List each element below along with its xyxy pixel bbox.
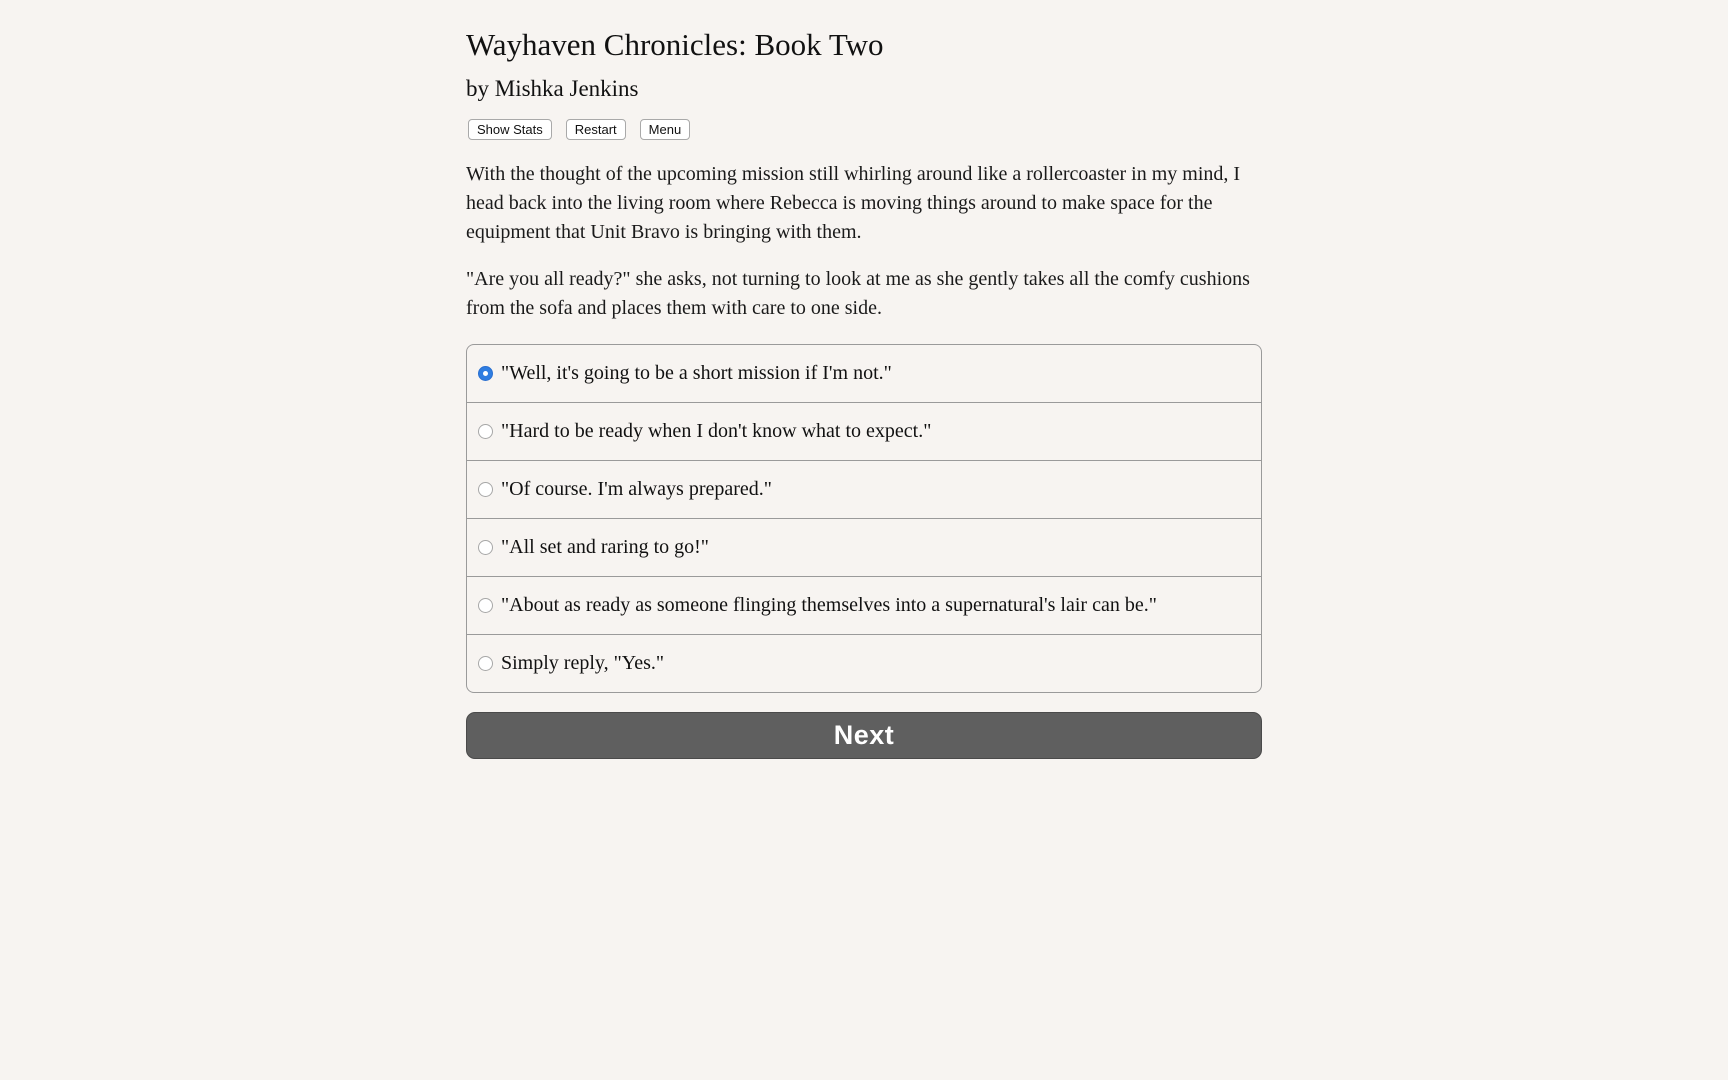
choice-option[interactable] [467, 345, 1261, 402]
story-paragraph: "Are you all ready?" she asks, not turning to look at me as she gently takes all the comfy cushions from the sofa and places them with care to one side. [466, 267, 1250, 319]
choice-option[interactable] [467, 460, 1261, 518]
radio-button[interactable] [478, 540, 493, 555]
game-title: Wayhaven Chronicles: Book Two [466, 27, 884, 62]
choice-option[interactable] [467, 576, 1261, 634]
choice-option[interactable] [467, 634, 1261, 692]
choice-list [466, 344, 1262, 693]
choice-label: Simply reply, "Yes." [501, 651, 665, 674]
show-stats-button[interactable]: Show Stats [468, 119, 552, 140]
choice-label: "About as ready as someone flinging themselves into a supernatural's lair can be." [501, 593, 1157, 616]
choice-label: "Well, it's going to be a short mission if I'm not." [501, 361, 892, 384]
choice-label: "All set and raring to go!" [501, 535, 709, 558]
radio-button[interactable] [478, 656, 493, 671]
radio-button[interactable] [478, 482, 493, 497]
menu-button[interactable]: Menu [640, 119, 691, 140]
restart-button[interactable]: Restart [566, 119, 626, 140]
game-container [466, 20, 1262, 759]
choice-option[interactable] [467, 402, 1261, 460]
radio-button[interactable] [478, 424, 493, 439]
next-button[interactable]: Next [466, 712, 1262, 759]
radio-button-selected[interactable] [478, 366, 493, 381]
choice-option[interactable] [467, 518, 1261, 576]
game-author: by Mishka Jenkins [466, 76, 639, 102]
radio-button[interactable] [478, 598, 493, 613]
toolbar [466, 119, 1262, 140]
choice-label: "Of course. I'm always prepared." [501, 477, 772, 500]
story-paragraph: With the thought of the upcoming mission still whirling around like a rollercoaster in my mind, I head back into the living room where Rebecca is moving things around to make space for the equipment that Unit Bravo is bringing with them. [466, 162, 1241, 243]
choice-label: "Hard to be ready when I don't know what to expect." [501, 419, 932, 442]
